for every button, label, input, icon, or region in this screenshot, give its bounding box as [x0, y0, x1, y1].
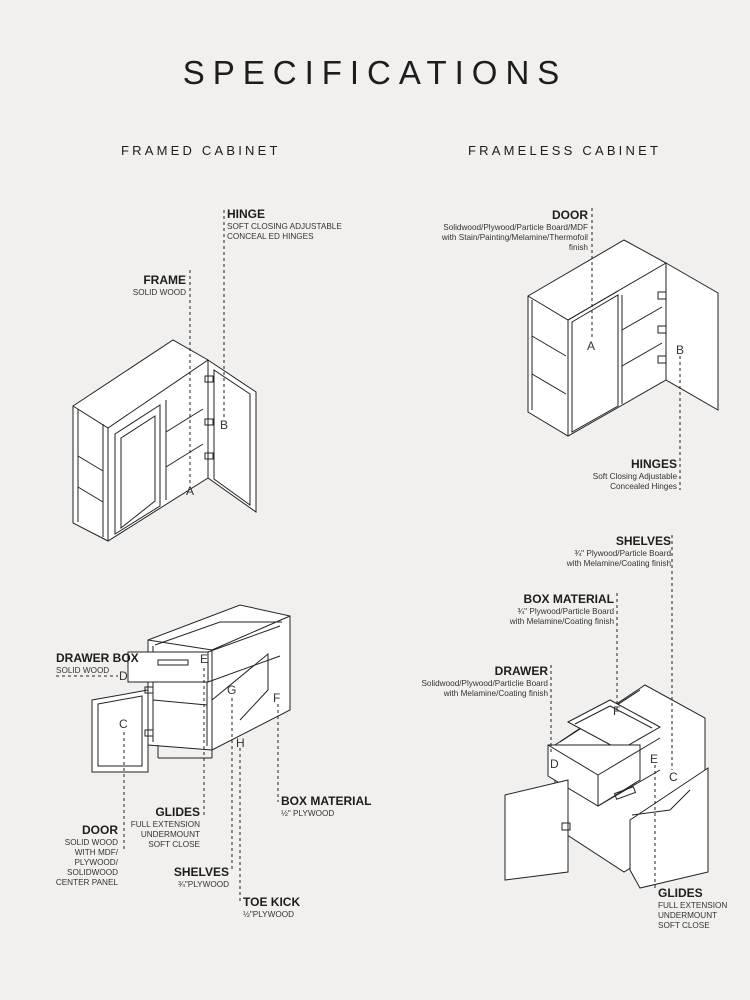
- framed-letter-h: H: [236, 736, 245, 750]
- framed-glides-desc: FULL EXTENSION UNDERMOUNT SOFT CLOSE: [130, 820, 200, 849]
- frameless-glides-desc: FULL EXTENSION UNDERMOUNT SOFT CLOSE: [658, 901, 728, 930]
- frameless-cabinet-heading: FRAMELESS CABINET: [468, 143, 662, 158]
- frameless-letter-f: F: [613, 704, 621, 718]
- frameless-hinges-label: HINGES: [630, 457, 677, 471]
- frameless-wall-cabinet-drawing: [528, 240, 718, 436]
- framed-hinge-desc: SOFT CLOSING ADJUSTABLE CONCEAL ED HINGES: [227, 222, 342, 241]
- framed-door-label: DOOR: [82, 823, 118, 837]
- frameless-door-desc: Solidwood/Plywood/Particle Board/MDF with Stain/Painting/Melamine/Thermofoil finish: [441, 223, 588, 252]
- framed-letter-d: D: [119, 669, 128, 683]
- framed-letter-g: G: [227, 683, 237, 697]
- frameless-letter-c: C: [669, 770, 678, 784]
- framed-shelves-desc: ¾"PLYWOOD: [178, 880, 229, 889]
- frameless-letter-d: D: [550, 757, 559, 771]
- framed-box-material-label: BOX MATERIAL: [281, 794, 372, 808]
- frameless-drawer-label: DRAWER: [494, 664, 548, 678]
- framed-letter-a: A: [186, 484, 195, 498]
- frameless-hinges-desc: Soft Closing Adjustable Concealed Hinges: [592, 472, 677, 491]
- framed-letter-b: B: [220, 418, 229, 432]
- framed-door-desc: SOLID WOOD WITH MDF/ PLYWOOD/ SOLIDWOOD CENTER PANEL: [55, 838, 118, 887]
- frameless-box-material-label: BOX MATERIAL: [523, 592, 614, 606]
- framed-letter-c: C: [119, 717, 128, 731]
- framed-frame-label: FRAME: [143, 273, 186, 287]
- framed-toe-kick-label: TOE KICK: [243, 895, 301, 909]
- framed-hinge-label: HINGE: [227, 207, 266, 221]
- framed-box-material-desc: ½" PLYWOOD: [281, 809, 335, 818]
- frameless-drawer-desc: Solidwood/Plywood/Particlie Board with Melamine/Coating finish: [421, 679, 548, 698]
- frameless-letter-e: E: [650, 752, 659, 766]
- framed-frame-desc: SOLID WOOD: [132, 288, 186, 297]
- framed-toe-kick-desc: ½"PLYWOOD: [243, 910, 294, 919]
- frameless-door-label: DOOR: [552, 208, 588, 222]
- framed-cabinet-heading: FRAMED CABINET: [121, 143, 281, 158]
- framed-shelves-label: SHELVES: [173, 865, 229, 879]
- framed-drawer-box-label: DRAWER BOX: [56, 651, 139, 665]
- frameless-shelves-label: SHELVES: [615, 534, 671, 548]
- frameless-letter-b: B: [676, 343, 685, 357]
- page-title: SPECIFICATIONS: [182, 54, 568, 91]
- frameless-letter-a: A: [587, 339, 596, 353]
- frameless-base-cabinet-drawing: [505, 685, 708, 888]
- frameless-glides-label: GLIDES: [658, 886, 703, 900]
- framed-glides-label: GLIDES: [155, 805, 200, 819]
- frameless-box-material-desc: ¾" Plywood/Particle Board with Melamine/Coating finish: [509, 607, 614, 626]
- framed-wall-cabinet-drawing: [73, 340, 256, 541]
- framed-letter-f: F: [273, 691, 281, 705]
- framed-base-cabinet-drawing: [92, 605, 290, 772]
- frameless-shelves-desc: ¾" Plywood/Particle Board with Melamine/Coating finish: [566, 549, 671, 568]
- framed-drawer-box-desc: SOLID WOOD: [56, 666, 110, 675]
- framed-letter-e: E: [200, 652, 209, 666]
